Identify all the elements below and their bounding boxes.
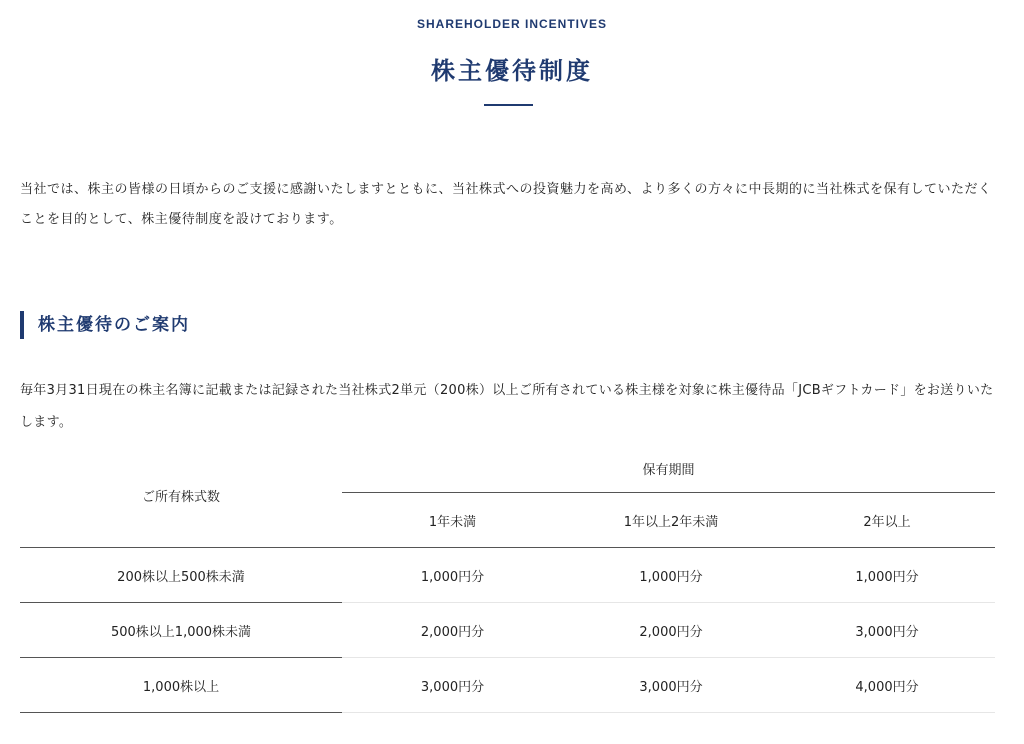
benefits-table — [20, 444, 995, 714]
table-cell: 1,000円分 — [639, 569, 703, 585]
table-row-rule — [20, 712, 342, 713]
table-cell: 3,000円分 — [639, 679, 703, 695]
benefit-description: 毎年3月31日現在の株主名簿に記載または記録された当社株式2単元（200株）以上ご所有されている株主様を対象に株主優待品「JCBギフトカード」をお送りいたします。 — [20, 383, 994, 430]
table-row-label: 1,000株以上 — [142, 679, 220, 695]
intro-paragraph: 当社では、株主の皆様の日頃からのご支援に感謝いたしますとともに、当社株式への投資魅力を高め、より多くの方々に中長期的に当社株式を保有していただくことを目的として、株主優待制度を設けております。 — [20, 182, 992, 227]
table-cell: 4,000円分 — [855, 679, 919, 695]
table-row-label: 200株以上500株未満 — [117, 569, 245, 585]
table-row-rule — [342, 712, 995, 713]
table-row-label: 500株以上1,000株未満 — [110, 624, 252, 640]
title-underline — [484, 104, 533, 106]
table-cell: 3,000円分 — [855, 624, 919, 640]
table-cell: 1,000円分 — [855, 569, 919, 585]
table-cell: 2,000円分 — [639, 624, 703, 640]
page-title: 株主優待制度 — [431, 56, 593, 85]
table-header-period: 2年以上 — [863, 514, 911, 530]
table-cell: 2,000円分 — [420, 624, 485, 640]
table-header-period: 1年未満 — [428, 514, 477, 530]
section-heading: 株主優待のご案内 — [20, 311, 190, 339]
table-header-holding-period: 保有期間 — [642, 462, 695, 478]
table-cell: 3,000円分 — [420, 679, 485, 695]
table-header-period: 1年以上2年未満 — [623, 514, 719, 530]
section-eyebrow: SHAREHOLDER INCENTIVES — [416, 17, 608, 31]
table-header-shares: ご所有株式数 — [141, 490, 220, 505]
table-cell: 1,000円分 — [420, 569, 485, 585]
